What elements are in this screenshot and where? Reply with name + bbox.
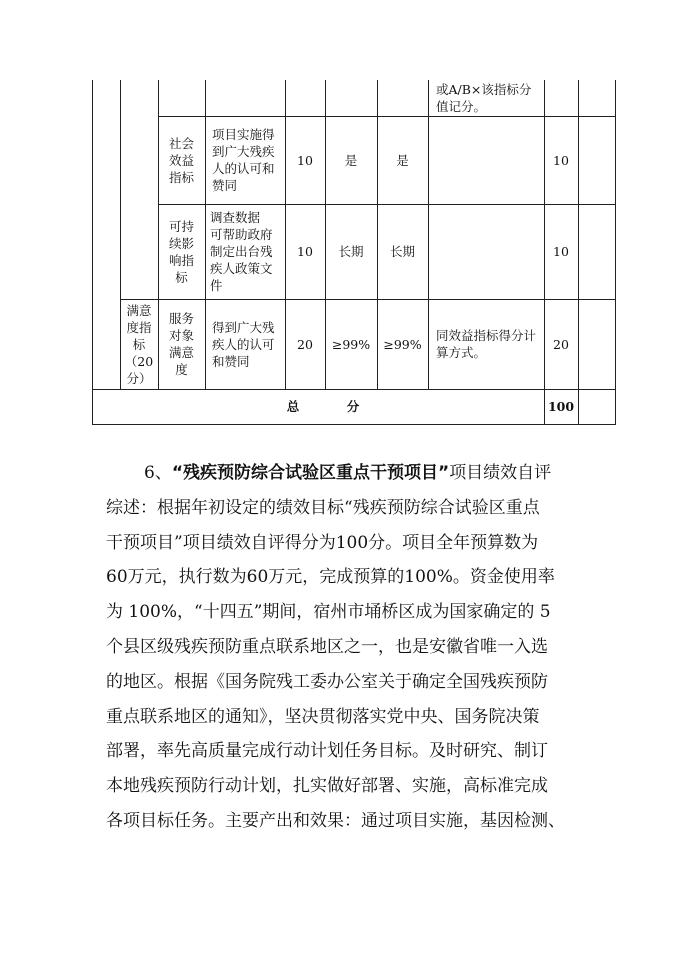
sub-indicator-cell: 社会 效益 指标 <box>168 135 194 185</box>
total-label: 分 <box>346 399 360 414</box>
paragraph-line: 干预项目”项目绩效自评得分为100分。项目全年预算数为 <box>106 532 539 553</box>
paragraph-line: 的地区。根据《国务院残工委办公室关于确定全国残疾预防 <box>106 671 548 692</box>
target-cell: 是 <box>344 152 358 168</box>
indicator-cell: 项目实施得 到广大残疾 人的认可和 赞同 <box>212 127 275 193</box>
paragraph-line: 个县区级残疾预防重点联系地区之一，也是安徽省唯一入选 <box>106 636 548 657</box>
standard-cell: 或A/B×该指标分 值记分。 <box>436 82 532 114</box>
score-cell: 10 <box>553 152 569 168</box>
weight-cell: 20 <box>297 336 313 352</box>
table-border-bottom <box>92 424 616 425</box>
performance-table <box>92 80 616 425</box>
paragraph-text: 项目绩效自评 <box>449 463 552 483</box>
table-col-line <box>205 80 206 389</box>
paragraph-line: 60万元，执行数为60万元，完成预算的100%。资金使用率 <box>106 567 555 588</box>
target-cell: 长期 <box>338 244 364 259</box>
indicator-cell: 得到广大残 疾人的认可 和赞同 <box>212 319 275 369</box>
paragraph-line: 部署，率先高质量完成行动计划任务目标。及时研究、制订 <box>106 741 548 762</box>
actual-cell: ≥99% <box>383 336 422 352</box>
table-col-line <box>428 80 429 389</box>
score-cell: 20 <box>553 336 569 352</box>
weight-cell: 10 <box>297 244 313 259</box>
indicator-cell: 调查数据 可帮助政府 制定出台残 疾人政策文 件 <box>210 210 273 293</box>
paragraph-line: 综述：根据年初设定的绩效目标“残疾预防综合试验区重点 <box>106 497 540 518</box>
sub-indicator-cell: 可持 续影 响指 标 <box>168 218 194 285</box>
category-cell: 满意 度指 标 （20 分） <box>124 302 154 386</box>
total-label: 总 <box>286 399 300 414</box>
target-cell: ≥99% <box>331 336 371 352</box>
table-border-left <box>92 80 93 425</box>
section-number: 6、 <box>144 463 172 483</box>
paragraph-first-line <box>106 456 606 491</box>
total-score: 100 <box>547 399 575 414</box>
project-title: “残疾预防综合试验区重点干预项目” <box>171 463 450 483</box>
table-col-line <box>578 80 579 425</box>
standard-cell: 同效益指标得分计 算方式。 <box>436 328 537 360</box>
weight-cell: 10 <box>297 152 313 168</box>
project-summary-paragraph <box>106 456 606 839</box>
actual-cell: 是 <box>396 152 409 168</box>
score-cell: 10 <box>553 244 569 259</box>
actual-cell: 长期 <box>389 244 415 259</box>
table-border-right <box>615 80 616 425</box>
paragraph-line: 为 100%，“十四五”期间，宿州市埇桥区成为国家确定的 5 <box>106 602 551 623</box>
paragraph-line: 各项目标任务。主要产出和效果：通过项目实施，基因检测、 <box>106 810 565 831</box>
sub-indicator-cell: 服务 对象 满意 度 <box>168 311 194 377</box>
paragraph-line: 本地残疾预防行动计划，扎实做好部署、实施，高标准完成 <box>106 776 548 797</box>
paragraph-line: 重点联系地区的通知》，坚决贯彻落实党中央、国务院决策 <box>106 706 540 727</box>
